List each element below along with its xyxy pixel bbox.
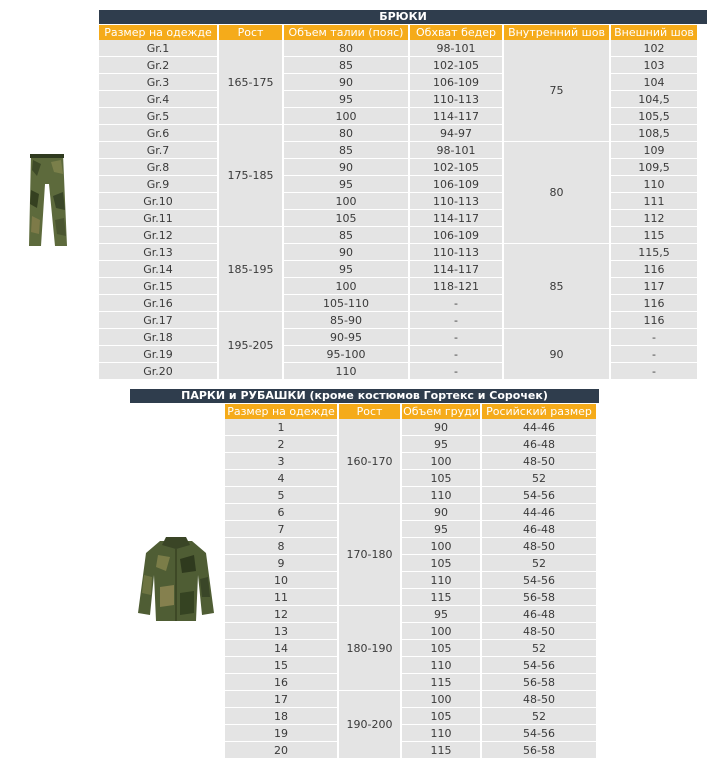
chest-cell: 110 [402,572,480,589]
chest-cell: 90 [402,504,480,521]
size-cell: Gr.17 [99,312,217,329]
table-row [99,40,697,57]
height-cell: 165-175 [219,40,282,125]
hip-cell: 102-105 [410,159,502,176]
hip-cell: 106-109 [410,74,502,91]
size-cell: Gr.15 [99,278,217,295]
outseam-cell: 108,5 [611,125,697,142]
hip-cell: 114-117 [410,210,502,227]
pants-col-outseam: Внешний шов [611,25,697,40]
size-cell: 15 [225,657,337,674]
ru-size-cell: 48-50 [482,691,596,708]
size-cell: 4 [225,470,337,487]
hip-cell: - [410,295,502,312]
ru-size-cell: 52 [482,708,596,725]
pants-header-row [99,25,697,40]
height-cell: 170-180 [339,504,400,606]
parkas-col-ru-size: Росийский размер [482,404,596,419]
waist-cell: 90-95 [284,329,408,346]
parkas-section-title: ПАРКИ и РУБАШКИ (кроме костюмов Гортекс и Сорочек) [130,389,599,403]
size-cell: 12 [225,606,337,623]
waist-cell: 95 [284,91,408,108]
chest-cell: 95 [402,521,480,538]
chest-cell: 110 [402,657,480,674]
table-row [225,674,596,691]
chest-cell: 115 [402,742,480,759]
table-row [225,453,596,470]
height-cell: 195-205 [219,312,282,380]
size-cell: 16 [225,674,337,691]
camo-parka-photo [136,535,216,625]
size-cell: 5 [225,487,337,504]
ru-size-cell: 54-56 [482,725,596,742]
size-cell: 13 [225,623,337,640]
hip-cell: - [410,329,502,346]
outseam-cell: 103 [611,57,697,74]
hip-cell: 98-101 [410,40,502,57]
table-row [225,521,596,538]
waist-cell: 105-110 [284,295,408,312]
table-row [225,606,596,623]
size-cell: Gr.9 [99,176,217,193]
waist-cell: 100 [284,108,408,125]
outseam-cell: - [611,346,697,363]
outseam-cell: - [611,329,697,346]
size-cell: 17 [225,691,337,708]
ru-size-cell: 56-58 [482,674,596,691]
waist-cell: 110 [284,363,408,380]
chest-cell: 95 [402,436,480,453]
hip-cell: - [410,346,502,363]
waist-cell: 85 [284,142,408,159]
chest-cell: 100 [402,691,480,708]
hip-cell: 106-109 [410,227,502,244]
hip-cell: - [410,363,502,380]
outseam-cell: 104,5 [611,91,697,108]
table-row [225,657,596,674]
table-row [225,470,596,487]
size-cell: Gr.2 [99,57,217,74]
outseam-cell: 109 [611,142,697,159]
outseam-cell: 117 [611,278,697,295]
inseam-cell: 85 [504,244,609,329]
waist-cell: 85 [284,227,408,244]
waist-cell: 105 [284,210,408,227]
waist-cell: 80 [284,40,408,57]
table-row [225,487,596,504]
parkas-col-chest: Объем груди [403,405,479,418]
hip-cell: 110-113 [410,244,502,261]
size-cell: Gr.20 [99,363,217,380]
inseam-cell: 90 [504,329,609,380]
table-row [225,640,596,657]
waist-cell: 95 [284,176,408,193]
size-cell: Gr.10 [99,193,217,210]
chest-cell: 95 [402,606,480,623]
height-cell: 160-170 [339,419,400,504]
table-row [225,742,596,759]
size-cell: Gr.1 [99,40,217,57]
size-cell: Gr.4 [99,91,217,108]
size-cell: Gr.19 [99,346,217,363]
table-row [99,244,697,261]
chest-cell: 100 [402,538,480,555]
size-cell: Gr.8 [99,159,217,176]
table-row [99,329,697,346]
hip-cell: 110-113 [410,91,502,108]
size-cell: 7 [225,521,337,538]
table-row [225,725,596,742]
ru-size-cell: 52 [482,470,596,487]
pants-col-inseam: Внутренний шов [504,25,609,40]
outseam-cell: 109,5 [611,159,697,176]
ru-size-cell: 46-48 [482,436,596,453]
waist-cell: 90 [284,244,408,261]
chest-cell: 105 [402,708,480,725]
table-row [225,436,596,453]
size-cell: Gr.3 [99,74,217,91]
size-cell: Gr.7 [99,142,217,159]
pants-section-title: БРЮКИ [99,10,707,24]
outseam-cell: 115 [611,227,697,244]
height-cell: 180-190 [339,606,400,691]
hip-cell: 94-97 [410,125,502,142]
hip-cell: 102-105 [410,57,502,74]
chest-cell: 115 [402,589,480,606]
parkas-col-height: Рост [339,404,400,419]
parkas-size-table [223,404,598,759]
size-cell: 10 [225,572,337,589]
outseam-cell: 104 [611,74,697,91]
waist-cell: 90 [284,159,408,176]
size-cell: Gr.11 [99,210,217,227]
outseam-cell: 116 [611,261,697,278]
size-cell: 11 [225,589,337,606]
height-cell: 190-200 [339,691,400,759]
inseam-cell: 80 [504,142,609,244]
table-row [225,572,596,589]
height-cell: 185-195 [219,227,282,312]
ru-size-cell: 52 [482,555,596,572]
size-cell: Gr.6 [99,125,217,142]
waist-cell: 90 [284,74,408,91]
pants-col-hip: Обхват бедер [410,25,502,40]
table-row [225,419,596,436]
hip-cell: 98-101 [410,142,502,159]
table-row [225,708,596,725]
table-row [225,623,596,640]
outseam-cell: 116 [611,295,697,312]
pants-size-table [97,25,699,380]
size-cell: 20 [225,742,337,759]
hip-cell: 114-117 [410,261,502,278]
hip-cell: - [410,312,502,329]
size-cell: 18 [225,708,337,725]
ru-size-cell: 48-50 [482,538,596,555]
table-row [225,538,596,555]
chest-cell: 105 [402,640,480,657]
pants-col-size: Размер на одежде [99,25,217,40]
table-row [225,555,596,572]
outseam-cell: 112 [611,210,697,227]
waist-cell: 85-90 [284,312,408,329]
size-cell: 2 [225,436,337,453]
chest-cell: 105 [402,555,480,572]
size-cell: 19 [225,725,337,742]
outseam-cell: 116 [611,312,697,329]
pants-col-height: Рост [219,25,282,40]
size-cell: Gr.12 [99,227,217,244]
ru-size-cell: 44-46 [482,419,596,436]
parkas-header-row [225,404,596,419]
camo-pants-photo [23,150,73,250]
parkas-col-size: Размер на одежде [225,404,337,419]
size-cell: 9 [225,555,337,572]
chest-cell: 100 [402,453,480,470]
size-cell: Gr.18 [99,329,217,346]
waist-cell: 100 [284,193,408,210]
size-cell: Gr.16 [99,295,217,312]
hip-cell: 106-109 [410,176,502,193]
chest-cell: 100 [402,623,480,640]
outseam-cell: - [611,363,697,380]
size-cell: Gr.14 [99,261,217,278]
table-row [225,589,596,606]
size-cell: 8 [225,538,337,555]
outseam-cell: 115,5 [611,244,697,261]
ru-size-cell: 52 [482,640,596,657]
ru-size-cell: 48-50 [482,453,596,470]
chest-cell: 105 [402,470,480,487]
size-cell: 6 [225,504,337,521]
ru-size-cell: 48-50 [482,623,596,640]
waist-cell: 100 [284,278,408,295]
table-row [99,142,697,159]
chest-cell: 110 [402,725,480,742]
chest-cell: 90 [402,419,480,436]
ru-size-cell: 56-58 [482,742,596,759]
size-cell: 14 [225,640,337,657]
outseam-cell: 111 [611,193,697,210]
table-row [225,691,596,708]
outseam-cell: 102 [611,40,697,57]
height-cell: 175-185 [219,125,282,227]
hip-cell: 114-117 [410,108,502,125]
hip-cell: 118-121 [410,278,502,295]
size-cell: Gr.5 [99,108,217,125]
waist-cell: 95-100 [284,346,408,363]
chest-cell: 115 [402,674,480,691]
outseam-cell: 105,5 [611,108,697,125]
ru-size-cell: 46-48 [482,606,596,623]
chest-cell: 110 [402,487,480,504]
size-cell: 3 [225,453,337,470]
waist-cell: 80 [284,125,408,142]
waist-cell: 85 [284,57,408,74]
ru-size-cell: 54-56 [482,487,596,504]
ru-size-cell: 56-58 [482,589,596,606]
waist-cell: 95 [284,261,408,278]
size-cell: Gr.13 [99,244,217,261]
ru-size-cell: 46-48 [482,521,596,538]
ru-size-cell: 54-56 [482,572,596,589]
hip-cell: 110-113 [410,193,502,210]
pants-col-waist: Объем талии (пояс) [284,25,408,40]
outseam-cell: 110 [611,176,697,193]
size-cell: 1 [225,419,337,436]
ru-size-cell: 54-56 [482,657,596,674]
table-row [225,504,596,521]
inseam-cell: 75 [504,40,609,142]
ru-size-cell: 44-46 [482,504,596,521]
